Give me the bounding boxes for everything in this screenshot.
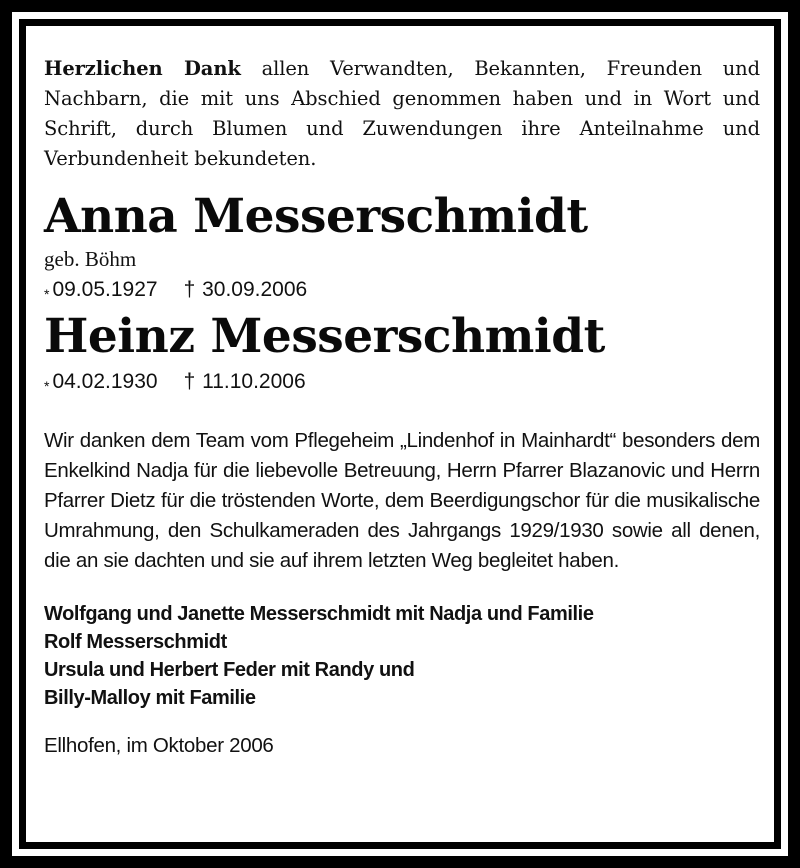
birth-star-icon: * — [44, 286, 50, 302]
maiden-name: geb. Böhm — [44, 247, 137, 271]
intro-text: allen Verwandten, Bekannten, Freunden und Nachbarn, die mit uns Abschied genommen haben und in Wort und Schrift, durch Blumen und Zuwendungen ihre Anteilnahme und Verbundenheit bekundeten. — [44, 57, 760, 170]
death-cross-icon: † — [183, 278, 196, 301]
birth-star-icon: * — [44, 378, 50, 394]
life-dates-heinz — [44, 368, 760, 396]
death-date: 11.10.2006 — [202, 370, 306, 393]
family-line: Wolfgang und Janette Messerschmidt mit Nadja und Familie — [44, 603, 594, 625]
obituary-notice — [44, 54, 760, 760]
deceased-name-anna: Anna Messerschmidt — [44, 189, 588, 244]
intro-paragraph — [44, 54, 760, 174]
birth-date: 09.05.1927 — [52, 278, 158, 301]
life-dates-anna — [44, 276, 760, 304]
intro-heading: Herzlichen Dank — [44, 57, 241, 80]
family-line: Rolf Messerschmidt — [44, 631, 227, 653]
thanks-paragraph: Wir danken dem Team vom Pflegeheim „Lindenhof in Mainhardt“ besonders dem Enkelkind Nadja für die liebevolle Betreuung, Herrn Pfarrer Blazanovic und Herrn Pfarrer Dietz für die tröstenden Worte, dem Beerdigungschor für die musikalische Umrahmung, den Schulkameraden des Jahrgangs 1929/1930 sowie all denen, die an sie dachten und sie auf ihrem letzten Weg begleitet haben. — [44, 429, 760, 572]
family-line: Billy-Malloy mit Familie — [44, 687, 256, 709]
deceased-name-heinz: Heinz Messerschmidt — [44, 309, 605, 364]
birth-date: 04.02.1930 — [52, 370, 158, 393]
death-cross-icon: † — [183, 370, 196, 393]
place-and-date: Ellhofen, im Oktober 2006 — [44, 734, 274, 757]
family-signatures — [44, 600, 760, 712]
death-date: 30.09.2006 — [202, 278, 308, 301]
family-line: Ursula und Herbert Feder mit Randy und — [44, 659, 415, 681]
